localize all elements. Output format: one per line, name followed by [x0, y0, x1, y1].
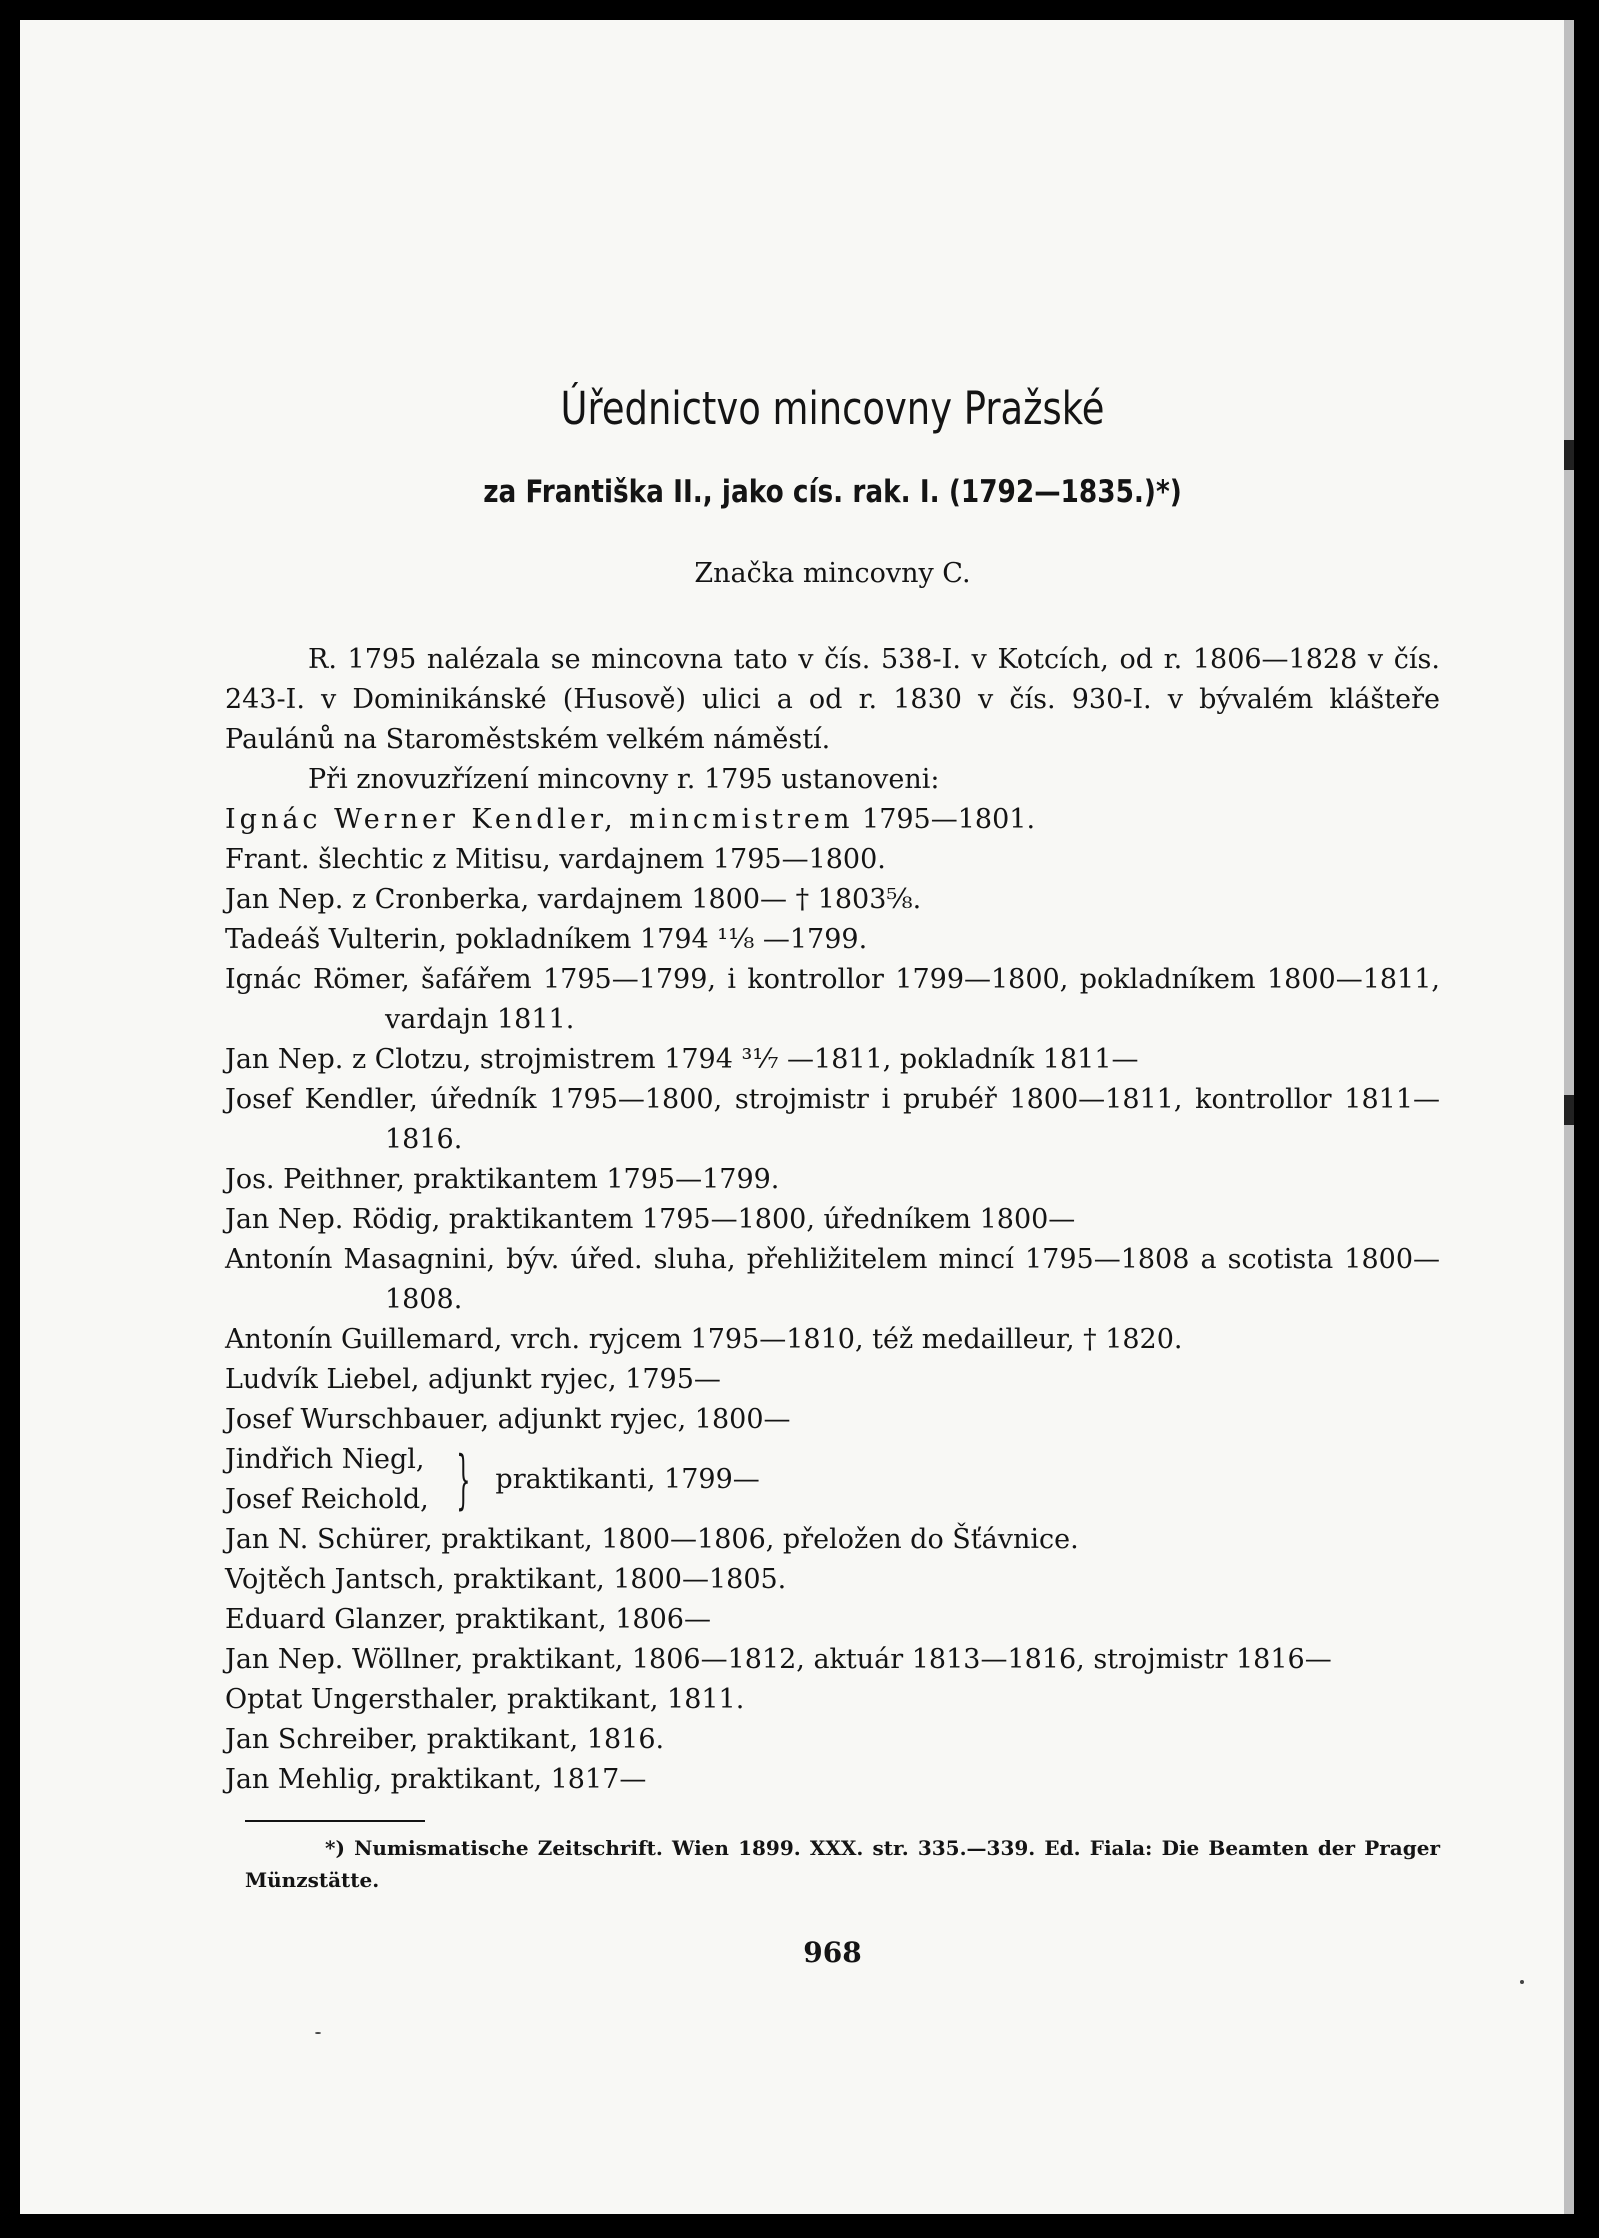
list-item — [225, 800, 1440, 840]
group-label: praktikanti, 1799— — [495, 1464, 760, 1495]
list-item: Jan Nep. Wöllner, praktikant, 1806—1812, aktuár 1813—1816, strojmistr 1816— — [225, 1644, 1332, 1675]
page-subtitle: za Františka II., jako cís. rak. I. (1792—1835.)*) — [483, 474, 1182, 510]
list-item: Jos. Peithner, praktikantem 1795—1799. — [225, 1164, 780, 1195]
list-item: Jan Nep. z Clotzu, strojmistrem 1794 ³¹⁄₇ —1811, pokladník 1811— — [225, 1044, 1139, 1075]
list-item: Jan Mehlig, praktikant, 1817— — [225, 1764, 647, 1795]
list-item: Jan Nep. z Cronberka, vardajnem 1800— † 1803⅝. — [225, 884, 922, 915]
list-item: Jan Nep. Rödig, praktikantem 1795—1800, úředníkem 1800— — [225, 1204, 1076, 1235]
list-item: Antonín Masagnini, býv. úřed. sluha, přehližitelem mincí 1795—1808 a scotista 1800—1808. — [225, 1244, 1440, 1315]
list-item: Jan N. Schürer, praktikant, 1800—1806, přeložen do Šťávnice. — [225, 1524, 1079, 1555]
praktikanti-group — [225, 1440, 1440, 1520]
page-title: Úřednictvo mincovny Pražské — [560, 382, 1105, 435]
page-number: 968 — [803, 1936, 862, 1969]
group-name: Jindřich Niegl, — [225, 1444, 425, 1475]
list-item: Antonín Guillemard, vrch. ryjcem 1795—1810, též medailleur, † 1820. — [225, 1324, 1183, 1355]
page-edge-mark — [1564, 440, 1574, 470]
list-item: Vojtěch Jantsch, praktikant, 1800—1805. — [225, 1564, 787, 1595]
list-item: Ignác Römer, šafářem 1795—1799, i kontrollor 1799—1800, pokladníkem 1800—1811, vardajn 1811. — [225, 964, 1440, 1035]
mint-mark-line: Značka mincovny C. — [694, 558, 971, 589]
list-item: Optat Ungersthaler, praktikant, 1811. — [225, 1684, 745, 1715]
list-item: Frant. šlechtic z Mitisu, vardajnem 1795—1800. — [225, 844, 886, 875]
appointed-heading: Při znovuzřízení mincovny r. 1795 ustanoveni: — [308, 764, 940, 795]
praktikanti-names — [225, 1440, 429, 1520]
list-item: Tadeáš Vulterin, pokladníkem 1794 ¹¹⁄₈ —1799. — [225, 924, 868, 955]
body-text — [225, 640, 1440, 1800]
footnote-divider — [245, 1820, 425, 1822]
entry-name: Ignác Werner Kendler, mincmistrem — [225, 804, 854, 835]
scanned-page — [20, 20, 1574, 2214]
intro-paragraph: R. 1795 nalézala se mincovna tato v čís. 538-I. v Kotcích, od r. 1806—1828 v čís. 243-I. v Dominikánské (Husově) ulici a od r. 1830 v čís. 930-I. v bývalém klášteře Paulánů na Staroměstském velkém náměstí. — [225, 644, 1440, 755]
list-item: Jan Schreiber, praktikant, 1816. — [225, 1724, 665, 1755]
entry-dates: 1795—1801. — [853, 804, 1036, 835]
list-item: Josef Kendler, úředník 1795—1800, strojmistr i prubéř 1800—1811, kontrollor 1811—1816. — [225, 1084, 1440, 1155]
list-item: Josef Wurschbauer, adjunkt ryjec, 1800— — [225, 1404, 791, 1435]
group-name: Josef Reichold, — [225, 1484, 429, 1515]
scan-speck — [315, 2032, 321, 2034]
list-item: Ludvík Liebel, adjunkt ryjec, 1795— — [225, 1364, 721, 1395]
brace-symbol: } — [455, 1443, 471, 1517]
list-item: Eduard Glanzer, praktikant, 1806— — [225, 1604, 711, 1635]
page-edge-mark — [1564, 1095, 1574, 1125]
footnote: *) Numismatische Zeitschrift. Wien 1899. XXX. str. 335.—339. Ed. Fiala: Die Beamten der Prager Münzstätte. — [245, 1836, 1440, 1892]
scan-speck — [1520, 1980, 1524, 1984]
